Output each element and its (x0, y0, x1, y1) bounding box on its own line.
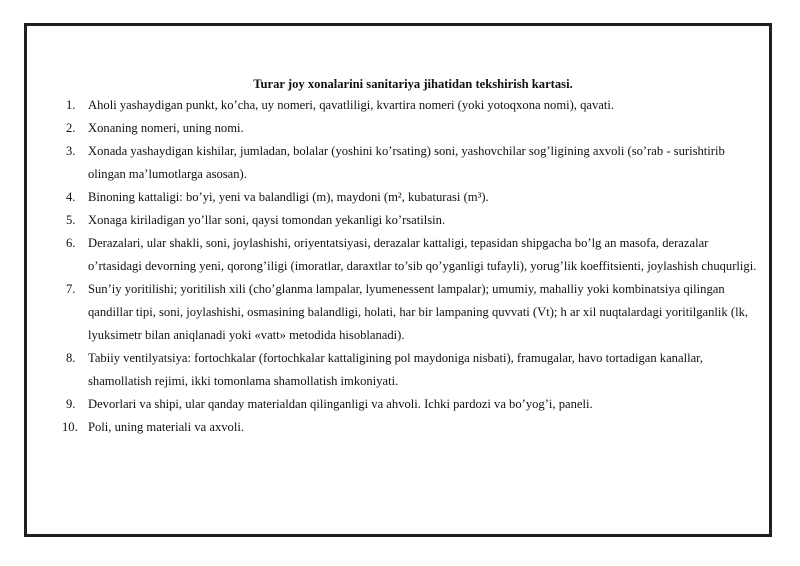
list-item (48, 347, 758, 393)
item-number: 1. (66, 98, 76, 112)
list-item (48, 278, 758, 347)
item-number: 4. (66, 190, 76, 204)
item-number: 7. (66, 282, 76, 296)
item-list (48, 94, 758, 439)
document-content (48, 74, 758, 439)
list-item (48, 140, 758, 186)
list-item (48, 209, 758, 232)
item-text: Poli, uning materiali va axvoli. (88, 420, 244, 434)
item-text: Aholi yashaydigan punkt, ko’cha, uy nomeri, qavatliligi, kvartira nomeri (yoki yotoqxona nomi), qavati. (88, 98, 615, 112)
item-number: 5. (66, 213, 76, 227)
item-text: Xonaga kiriladigan yo’llar soni, qaysi tomondan yekanligi ko’rsatilsin. (88, 213, 446, 227)
list-item (48, 232, 758, 278)
item-number: 10. (62, 420, 78, 434)
item-text: Binoning kattaligi: bo’yi, yeni va balandligi (m), maydoni (m², (88, 190, 408, 204)
list-item (48, 416, 758, 439)
document-title: Turar joy xonalarini sanitariya jihatidan tekshirish kartasi. (253, 77, 573, 91)
item-text: Xonada yashaydigan kishilar, jumladan, bolalar (yoshini ko’rsating) soni, yashovchilar sog’ligining axvoli (so’rab - surishtirib olingan ma’lumotlarga asosan). (88, 144, 725, 181)
item-text: Sun’iy yoritilishi; yoritilish xili (cho’glanma lampalar, lyumenessent lampalar); umumiy, mahalliy yoki kombinatsiya qilingan qandillar tipi, soni, joylashishi, osmasining balandligi, holati, har bir lampaning quvvati (Vt); h ar xil nuqtalardagi yoritilganlik (lk, lyuksimetr bilan aniqlanadi yoki «vatt» metodida hisoblanadi). (88, 282, 749, 342)
list-item (48, 117, 758, 140)
item-number: 8. (66, 351, 76, 365)
item-text: Devorlari va shipi, ular qanday materialdan qilinganligi va ahvoli. Ichki pardozi va bo’yog’i, paneli. (88, 397, 593, 411)
item-number: 9. (66, 397, 76, 411)
list-item (48, 186, 758, 209)
item-text: Derazalari, ular shakli, soni, joylashishi, oriyentatsiyasi, derazalar kattaligi, tepasidan shipgacha bo’lg an masofa, derazalar o’rtasidagi devorning yeni, qorong’iligi (imoratlar, daraxtlar to’sib qo’yganligi tufayli), yorug’lik koeffitsienti, joylashish chuqurligi. (88, 236, 757, 273)
item-number: 6. (66, 236, 76, 250)
item-text: Tabiiy ventilyatsiya: fortochkalar (fortochkalar kattaligining pol maydoniga nisbati), framugalar, havo tortadigan kanallar, shamollatish rejimi, ikki tomonlama shamollatish imkoniyati. (88, 351, 703, 388)
item-number: 3. (66, 144, 76, 158)
item-text: Xonaning nomeri, uning nomi. (88, 121, 244, 135)
list-item (48, 94, 758, 117)
list-item (48, 393, 758, 416)
item-text-continued: kubaturasi (m³). (407, 190, 489, 204)
item-number: 2. (66, 121, 76, 135)
